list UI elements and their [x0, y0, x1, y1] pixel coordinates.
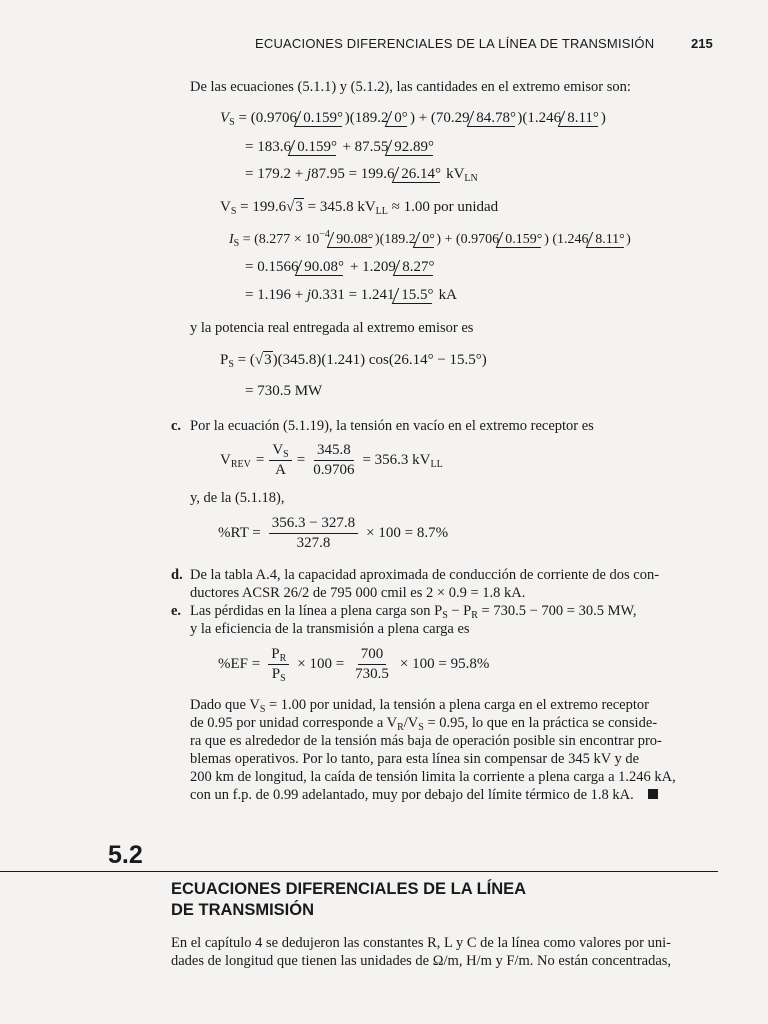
angle-mark: 0.159°: [288, 140, 342, 156]
intro-text: De las ecuaciones (5.1.1) y (5.1.2), las cantidades en el extremo emisor son:: [190, 79, 631, 95]
item-d-label: d.: [171, 567, 183, 583]
vs-term: + 87.55: [338, 139, 389, 155]
closing-line-2: de 0.95 por unidad corresponde a $V_R/V_S = 0.95$, lo que en la práctica se conside-: [190, 715, 658, 733]
vs-term: = 199.6: [240, 199, 287, 215]
vrev-equation: [220, 441, 443, 480]
angle-mark: 92.89°: [385, 140, 439, 156]
fraction: $\frac{356.3 - 327.8}{327.8}$: [269, 514, 358, 553]
ps-equation-line-1: [220, 352, 487, 369]
closing-line-3: ra que es alrededor de la tensión más baja de operación posible sin encontrar pro-: [190, 733, 662, 749]
section-divider: [0, 871, 718, 872]
section-title-line-1: ECUACIONES DIFERENCIALES DE LA LÍNEA: [171, 880, 527, 898]
angle-mark: 8.27°: [393, 260, 440, 276]
unit-label: kA: [434, 287, 457, 303]
ef-symbol: %EF =: [218, 656, 261, 672]
item-e-label: e.: [171, 603, 182, 619]
vrev-symbol: $V_{REV}$: [220, 452, 251, 470]
vs-term: 87.95 = 199.6: [311, 166, 395, 182]
fraction: $\frac{P_R}{P_S}$: [268, 645, 289, 684]
unit-subscript: LL: [375, 206, 388, 217]
closing-line-4: blemas operativos. Por lo tanto, para esta línea sin compensar de 345 kV y de: [190, 751, 640, 767]
imaginary-unit: j: [306, 287, 312, 303]
is-symbol: I: [229, 232, 234, 247]
vs-term: = 183.6: [245, 139, 291, 155]
item-e-line-2: y la eficiencia de la transmisión a plena carga es: [190, 621, 470, 637]
is-term: = 0.1566: [245, 259, 299, 275]
section-body-line-2: dades de longitud que tienen las unidades de Ω/m, H/m y F/m. No están concentradas,: [171, 953, 672, 969]
from-text: y, de la (5.1.18),: [190, 490, 285, 506]
section-body-line-1: En el capítulo 4 se dedujeron las constantes R, L y C de la línea como valores por uni-: [171, 935, 671, 951]
vs-term: )(1.246: [517, 110, 562, 126]
unit-subscript: LN: [464, 173, 478, 184]
ps-term: )(345.8)(1.241) cos(26.14° − 15.5°): [272, 352, 487, 368]
square-root-icon: √3: [286, 199, 303, 215]
item-e-line-1: Las pérdidas en la línea a plena carga son $P_S - P_R = 730.5 - 700 = 30.5$ MW,: [190, 603, 637, 621]
vs-term: )(189.2: [344, 110, 389, 126]
unit-label: kV: [442, 166, 465, 182]
is-term: ): [626, 232, 631, 247]
is-term: )(189.2: [374, 232, 416, 247]
is-term: 0.331 = 1.241: [311, 287, 395, 303]
power-intro: y la potencia real entregada al extremo emisor es: [190, 320, 474, 336]
item-d-line-1: De la tabla A.4, la capacidad aproximada de conducción de corriente de dos con-: [190, 567, 660, 583]
vs-term: ) + (70.29: [409, 110, 470, 126]
vs-term: ≈ 1.00 por unidad: [387, 199, 499, 215]
is-term: = (8.277 × 10: [242, 232, 320, 247]
vs-symbol: V: [220, 110, 230, 126]
vs-symbol: V: [220, 199, 231, 215]
item-d-line-2: ductores ACSR 26/2 de 795 000 cmil es 2 × 0.9 = 1.8 kA.: [190, 585, 526, 601]
vs-ll-equation: [220, 199, 498, 216]
angle-mark: 90.08°: [327, 232, 379, 248]
is-term: ) + (0.9706: [436, 232, 500, 247]
angle-mark: 90.08°: [295, 260, 349, 276]
angle-mark: 0.159°: [496, 232, 548, 248]
item-c-label: c.: [171, 418, 182, 434]
is-equation-line-2: [245, 259, 436, 276]
angle-mark: 15.5°: [391, 288, 438, 304]
vs-term: = 345.8 kV: [303, 199, 376, 215]
ef-equation: [218, 645, 489, 684]
vs-subscript: S: [229, 117, 235, 128]
angle-mark: 8.11°: [585, 232, 629, 248]
vs-equation-line-1: [220, 110, 606, 127]
fraction: $\frac{700}{730.5}$: [355, 646, 389, 682]
ef-result: × 100 = 95.8%: [399, 656, 490, 672]
imaginary-unit: j: [306, 166, 312, 182]
angle-mark: 84.78°: [466, 111, 520, 127]
angle-mark: 0.159°: [294, 111, 348, 127]
ps-symbol: P: [220, 352, 229, 368]
angle-mark: 0°: [413, 232, 440, 248]
vs-equation-line-2: [245, 139, 436, 156]
closing-line-6: con un f.p. de 0.99 adelantado, muy por debajo del límite térmico de 1.8 kA.: [190, 787, 658, 804]
ps-subscript: S: [228, 359, 234, 370]
square-root-icon: √3: [254, 352, 272, 368]
is-subscript: S: [233, 238, 240, 249]
closing-line-1: Dado que $V_S = 1.00$ por unidad, la tensión a plena carga en el extremo receptor: [190, 697, 649, 715]
vs-term: = (0.9706: [238, 110, 297, 126]
vrev-result: = 356.3 $kV_{LL}$: [362, 452, 443, 470]
is-equation-line-3: [245, 287, 457, 304]
ps-equation-line-2: = 730.5 MW: [245, 383, 323, 399]
rt-symbol: %RT =: [218, 525, 261, 541]
is-equation-line-1: [229, 229, 631, 249]
section-title-line-2: DE TRANSMISIÓN: [171, 901, 315, 919]
fraction: $\frac{V_S}{A}$: [269, 441, 291, 480]
angle-mark: 8.11°: [558, 111, 604, 127]
item-c-text: Por la ecuación (5.1.19), la tensión en vacío en el extremo receptor es: [190, 418, 594, 434]
equals-sign: =: [296, 452, 306, 468]
fraction: $\frac{345.8}{0.9706}$: [313, 442, 355, 478]
rt-result: × 100 = 8.7%: [366, 525, 449, 541]
page-number: 215: [691, 36, 713, 51]
closing-line-5: 200 km de longitud, la caída de tensión limita la corriente a plena carga a 1.246 kA,: [190, 769, 676, 785]
is-term: + 1.209: [346, 259, 396, 275]
vs-subscript: S: [230, 206, 237, 217]
vs-term: ): [600, 110, 606, 126]
is-term: ) (1.246: [544, 232, 589, 247]
is-term: = 1.196 +: [245, 287, 307, 303]
angle-mark: 26.14°: [391, 167, 445, 183]
vs-term: = 179.2 +: [245, 166, 307, 182]
running-header-title: ECUACIONES DIFERENCIALES DE LA LÍNEA DE TRANSMISIÓN: [255, 36, 655, 51]
section-number: 5.2: [108, 841, 143, 869]
angle-mark: 0°: [385, 111, 413, 127]
ps-term: = (: [237, 352, 255, 368]
exponent: −4: [319, 229, 330, 240]
end-of-example-icon: [648, 789, 658, 799]
rt-equation: [218, 514, 448, 553]
ef-term: × 100 =: [297, 656, 345, 672]
equals-sign: =: [255, 452, 265, 468]
vs-equation-line-3: [245, 166, 478, 183]
